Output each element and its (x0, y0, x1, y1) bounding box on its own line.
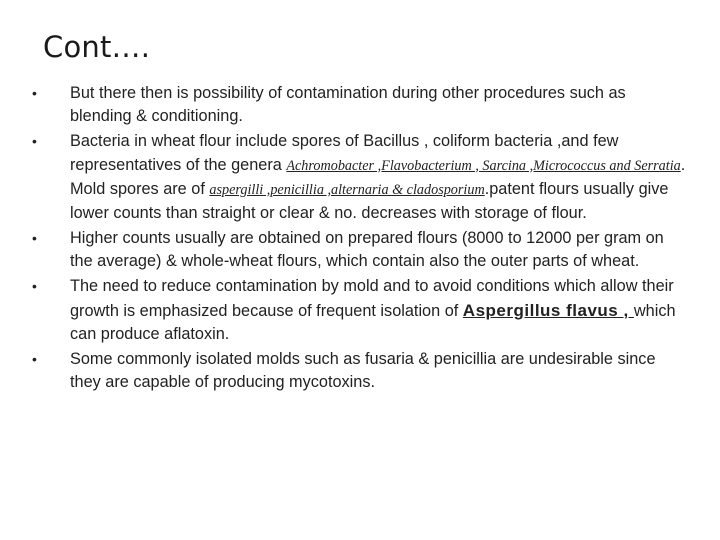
bullet-text: Some commonly isolated molds such as fusaria & penicillia are undesirable since they are capable of producing mycotoxins. (70, 349, 656, 392)
bullet-text: Bacteria in wheat flour include spores of Bacillus , coliform bacteria ,and few representatives of the genera (70, 132, 619, 174)
genera-list: Achromobacter ,Flavobacterium , Sarcina ,Micrococcus and Serratia (286, 157, 681, 174)
bullet-item (30, 82, 690, 129)
bullet-text: Higher counts usually are obtained on prepared flours (8000 to 12000 per gram on the average) & whole-wheat flours, which contain also the outer parts of wheat. (70, 229, 664, 271)
bullet-item (30, 275, 690, 346)
bullet-text: But there then is possibility of contamination during other procedures such as blending & conditioning. (70, 84, 626, 126)
bullet-text: The need to reduce contamination by mold and to avoid conditions which allow their growth is emphasized because of frequent isolation of (70, 277, 674, 320)
bullet-list (30, 82, 690, 396)
mold-list: aspergilli ,penicillia ,alternaria & cladosporium (209, 181, 485, 198)
species-name: Aspergillus flavus , (462, 300, 634, 320)
bullet-text: which can produce aflatoxin. (70, 301, 676, 343)
bullet-item (30, 348, 690, 395)
bullet-text: . Mold spores are of (70, 155, 686, 198)
bullet-text: .patent flours usually give lower counts than straight or clear & no. decreases with storage of flour. (70, 179, 669, 223)
bullet-item (30, 227, 690, 274)
slide-title: Cont…. (43, 30, 151, 64)
bullet-item (30, 130, 690, 226)
